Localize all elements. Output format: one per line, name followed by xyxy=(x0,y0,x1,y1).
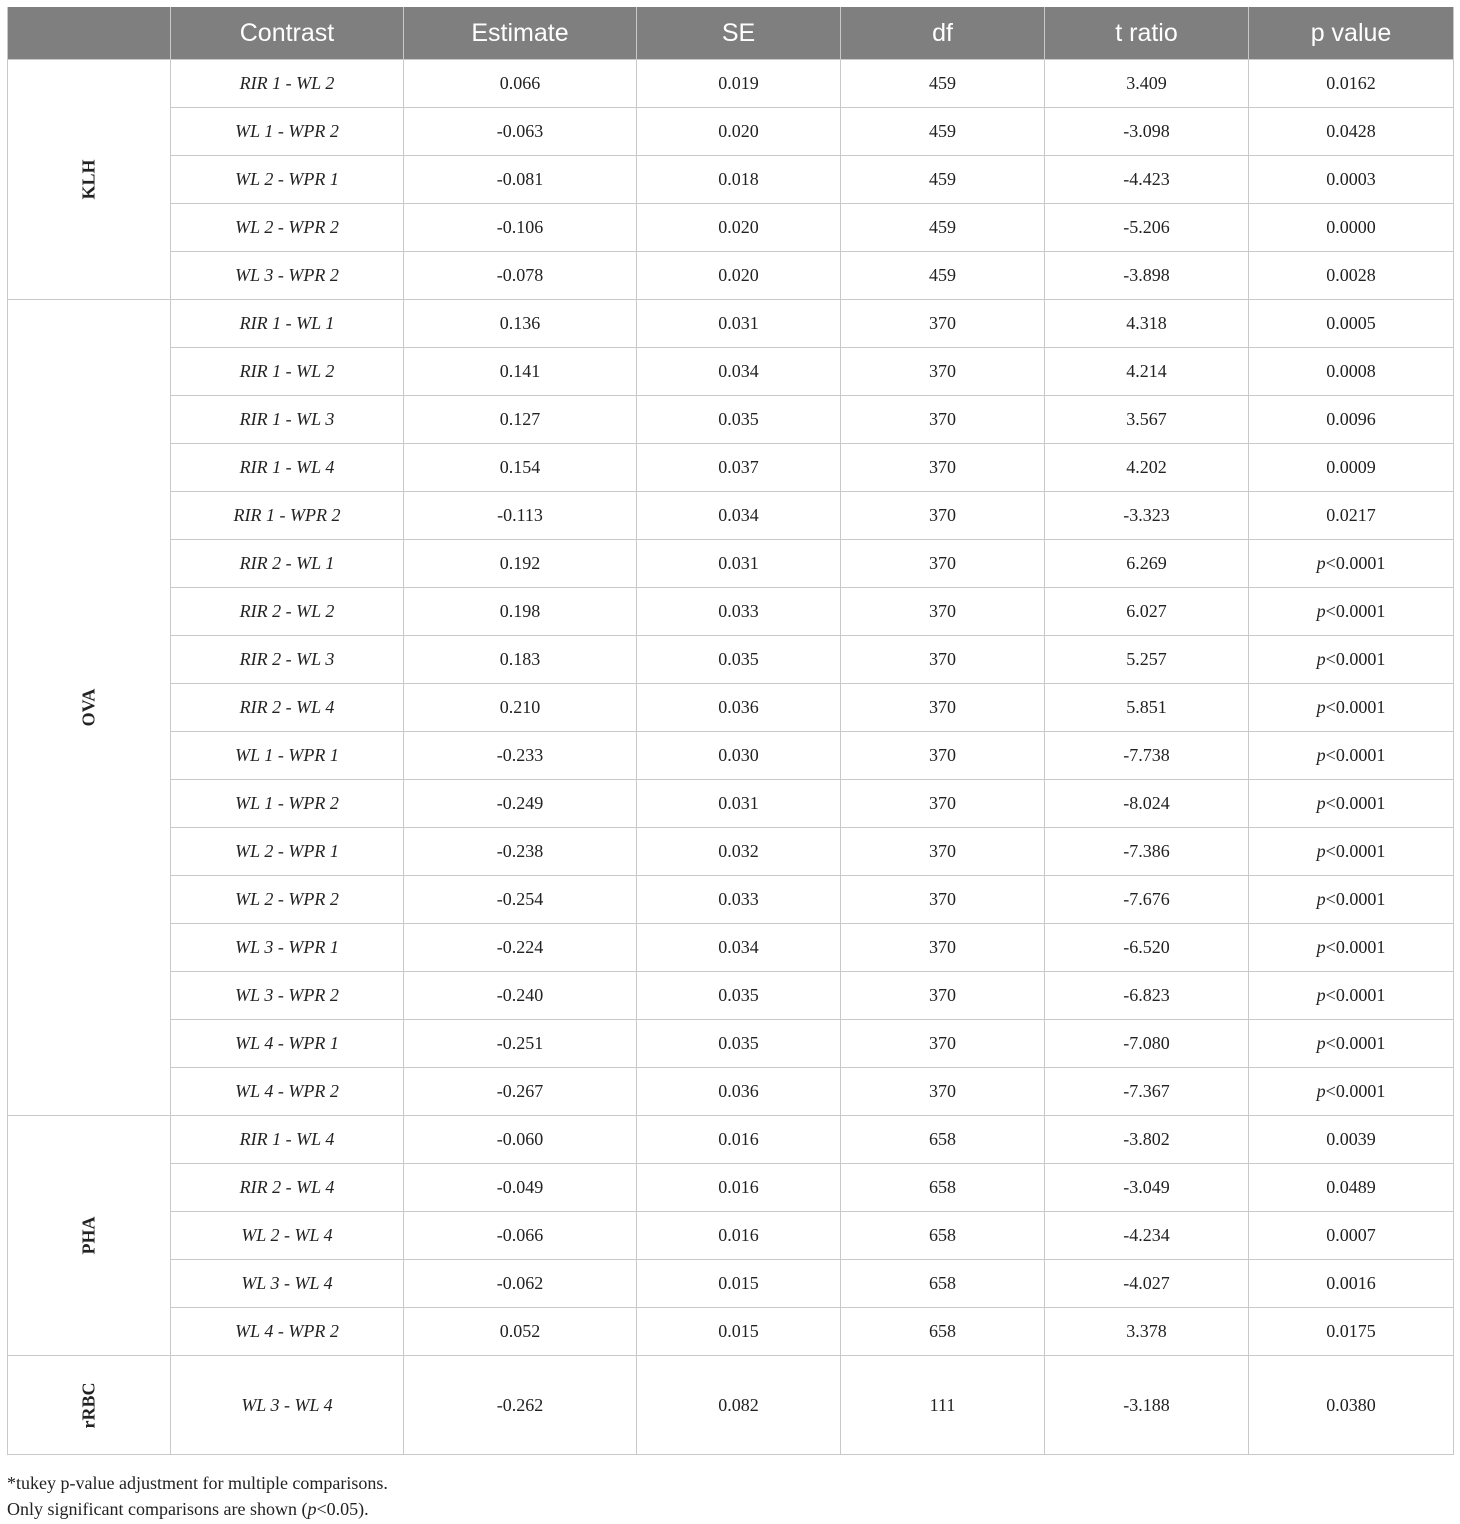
cell-contrast: WL 4 - WPR 2 xyxy=(171,1068,404,1116)
cell-se: 0.015 xyxy=(637,1260,841,1308)
p-value-text: 0.0039 xyxy=(1326,1129,1376,1149)
table-row xyxy=(8,396,1454,444)
cell-df: 658 xyxy=(841,1308,1045,1356)
cell-p-value xyxy=(1249,924,1454,972)
table-row xyxy=(8,876,1454,924)
cell-estimate: -0.224 xyxy=(404,924,637,972)
table-row xyxy=(8,972,1454,1020)
table-row xyxy=(8,252,1454,300)
cell-t-ratio: 4.318 xyxy=(1045,300,1249,348)
p-value-text: <0.0001 xyxy=(1325,745,1386,765)
cell-t-ratio: -7.676 xyxy=(1045,876,1249,924)
cell-estimate: 0.066 xyxy=(404,60,637,108)
p-symbol: p xyxy=(1316,889,1326,909)
p-symbol: p xyxy=(1316,1033,1326,1053)
cell-contrast: RIR 1 - WL 2 xyxy=(171,348,404,396)
p-symbol: p xyxy=(1316,553,1326,573)
cell-contrast: WL 2 - WPR 2 xyxy=(171,204,404,252)
cell-se: 0.036 xyxy=(637,1068,841,1116)
cell-estimate: -0.060 xyxy=(404,1116,637,1164)
p-value-text: 0.0005 xyxy=(1326,313,1376,333)
header-t-ratio: t ratio xyxy=(1045,7,1249,60)
cell-t-ratio: -7.738 xyxy=(1045,732,1249,780)
table-row xyxy=(8,60,1454,108)
group-label-text: rRBC xyxy=(78,1382,99,1428)
cell-se: 0.031 xyxy=(637,300,841,348)
p-value-text: <0.0001 xyxy=(1325,1081,1386,1101)
p-value-text: 0.0380 xyxy=(1326,1394,1376,1415)
group-label-text: PHA xyxy=(78,1216,99,1255)
cell-t-ratio: 4.202 xyxy=(1045,444,1249,492)
cell-contrast: WL 1 - WPR 2 xyxy=(171,780,404,828)
cell-p-value xyxy=(1249,444,1454,492)
p-value-text: 0.0007 xyxy=(1326,1225,1376,1245)
cell-df: 658 xyxy=(841,1212,1045,1260)
p-symbol: p xyxy=(1316,937,1326,957)
cell-df: 370 xyxy=(841,1068,1045,1116)
cell-df: 370 xyxy=(841,1020,1045,1068)
cell-se: 0.016 xyxy=(637,1212,841,1260)
table-row xyxy=(8,1068,1454,1116)
cell-df: 459 xyxy=(841,204,1045,252)
cell-estimate: -0.078 xyxy=(404,252,637,300)
cell-df: 370 xyxy=(841,300,1045,348)
cell-se: 0.035 xyxy=(637,1020,841,1068)
table-row xyxy=(8,1212,1454,1260)
cell-t-ratio: -6.520 xyxy=(1045,924,1249,972)
cell-p-value xyxy=(1249,972,1454,1020)
cell-t-ratio: -7.367 xyxy=(1045,1068,1249,1116)
footnote-tukey: *tukey p-value adjustment for multiple comparisons. xyxy=(7,1473,388,1493)
p-value-text: <0.0001 xyxy=(1325,889,1386,909)
cell-contrast: RIR 1 - WL 4 xyxy=(171,444,404,492)
table-row xyxy=(8,540,1454,588)
cell-contrast: WL 4 - WPR 1 xyxy=(171,1020,404,1068)
cell-df: 658 xyxy=(841,1260,1045,1308)
cell-p-value xyxy=(1249,1068,1454,1116)
table-row xyxy=(8,348,1454,396)
cell-contrast: RIR 2 - WL 4 xyxy=(171,1164,404,1212)
cell-df: 459 xyxy=(841,252,1045,300)
cell-estimate: 0.198 xyxy=(404,588,637,636)
cell-p-value xyxy=(1249,492,1454,540)
cell-se: 0.031 xyxy=(637,780,841,828)
cell-t-ratio: -5.206 xyxy=(1045,204,1249,252)
p-symbol: p xyxy=(1316,793,1326,813)
p-symbol: p xyxy=(1316,745,1326,765)
table-row xyxy=(8,1260,1454,1308)
p-value-text: 0.0003 xyxy=(1326,169,1376,189)
cell-se: 0.033 xyxy=(637,876,841,924)
cell-df: 658 xyxy=(841,1164,1045,1212)
cell-estimate: 0.183 xyxy=(404,636,637,684)
cell-p-value xyxy=(1249,876,1454,924)
cell-estimate: -0.062 xyxy=(404,1260,637,1308)
p-value-text: 0.0489 xyxy=(1326,1177,1376,1197)
cell-estimate: -0.049 xyxy=(404,1164,637,1212)
cell-p-value xyxy=(1249,1212,1454,1260)
cell-estimate: -0.081 xyxy=(404,156,637,204)
table-row xyxy=(8,1356,1454,1455)
cell-t-ratio: 5.851 xyxy=(1045,684,1249,732)
table-row xyxy=(8,780,1454,828)
p-value-text: 0.0009 xyxy=(1326,457,1376,477)
p-value-text: 0.0217 xyxy=(1326,505,1376,525)
cell-estimate: -0.262 xyxy=(404,1356,637,1455)
header-p-value: p value xyxy=(1249,7,1454,60)
cell-df: 370 xyxy=(841,492,1045,540)
table-row xyxy=(8,156,1454,204)
cell-contrast: RIR 1 - WPR 2 xyxy=(171,492,404,540)
table-row xyxy=(8,444,1454,492)
p-value-text: <0.0001 xyxy=(1325,937,1386,957)
cell-t-ratio: -3.323 xyxy=(1045,492,1249,540)
cell-df: 459 xyxy=(841,60,1045,108)
cell-estimate: -0.254 xyxy=(404,876,637,924)
cell-se: 0.034 xyxy=(637,348,841,396)
cell-contrast: WL 3 - WL 4 xyxy=(171,1260,404,1308)
cell-p-value xyxy=(1249,780,1454,828)
cell-t-ratio: -8.024 xyxy=(1045,780,1249,828)
cell-contrast: WL 3 - WPR 2 xyxy=(171,252,404,300)
p-symbol: p xyxy=(1316,697,1326,717)
p-symbol: p xyxy=(1316,601,1326,621)
table-row xyxy=(8,684,1454,732)
cell-p-value xyxy=(1249,1356,1454,1455)
cell-p-value xyxy=(1249,732,1454,780)
cell-contrast: WL 3 - WPR 1 xyxy=(171,924,404,972)
cell-contrast: WL 3 - WL 4 xyxy=(171,1356,404,1455)
cell-se: 0.030 xyxy=(637,732,841,780)
header-row xyxy=(8,7,1454,60)
cell-t-ratio: -3.898 xyxy=(1045,252,1249,300)
cell-t-ratio: -7.080 xyxy=(1045,1020,1249,1068)
table-row xyxy=(8,108,1454,156)
cell-df: 370 xyxy=(841,348,1045,396)
cell-df: 370 xyxy=(841,732,1045,780)
p-value-text: 0.0008 xyxy=(1326,361,1376,381)
cell-se: 0.034 xyxy=(637,924,841,972)
cell-estimate: 0.210 xyxy=(404,684,637,732)
cell-t-ratio: -6.823 xyxy=(1045,972,1249,1020)
p-value-text: 0.0175 xyxy=(1326,1321,1376,1341)
p-value-text: 0.0000 xyxy=(1326,217,1376,237)
cell-contrast: RIR 2 - WL 3 xyxy=(171,636,404,684)
cell-t-ratio: -3.802 xyxy=(1045,1116,1249,1164)
cell-contrast: WL 1 - WPR 2 xyxy=(171,108,404,156)
cell-df: 370 xyxy=(841,444,1045,492)
group-label xyxy=(8,1116,171,1356)
cell-p-value xyxy=(1249,828,1454,876)
p-symbol: p xyxy=(1316,1081,1326,1101)
header-df: df xyxy=(841,7,1045,60)
cell-p-value xyxy=(1249,1308,1454,1356)
cell-se: 0.016 xyxy=(637,1164,841,1212)
cell-df: 111 xyxy=(841,1356,1045,1455)
group-label-text: OVA xyxy=(78,688,99,727)
p-value-text: <0.0001 xyxy=(1325,553,1386,573)
cell-p-value xyxy=(1249,540,1454,588)
cell-estimate: -0.251 xyxy=(404,1020,637,1068)
cell-estimate: 0.052 xyxy=(404,1308,637,1356)
p-value-text: 0.0016 xyxy=(1326,1273,1376,1293)
cell-se: 0.035 xyxy=(637,972,841,1020)
cell-contrast: WL 2 - WPR 1 xyxy=(171,828,404,876)
cell-df: 459 xyxy=(841,108,1045,156)
p-value-text: 0.0028 xyxy=(1326,265,1376,285)
cell-se: 0.034 xyxy=(637,492,841,540)
cell-se: 0.016 xyxy=(637,1116,841,1164)
cell-df: 370 xyxy=(841,876,1045,924)
cell-t-ratio: -4.027 xyxy=(1045,1260,1249,1308)
cell-p-value xyxy=(1249,348,1454,396)
contrast-table xyxy=(7,7,1454,1455)
cell-p-value xyxy=(1249,396,1454,444)
cell-estimate: -0.233 xyxy=(404,732,637,780)
group-label xyxy=(8,60,171,300)
cell-contrast: RIR 2 - WL 4 xyxy=(171,684,404,732)
cell-df: 370 xyxy=(841,636,1045,684)
cell-contrast: RIR 1 - WL 1 xyxy=(171,300,404,348)
cell-contrast: RIR 2 - WL 2 xyxy=(171,588,404,636)
p-value-text: <0.0001 xyxy=(1325,1033,1386,1053)
cell-df: 370 xyxy=(841,972,1045,1020)
cell-t-ratio: -3.098 xyxy=(1045,108,1249,156)
cell-se: 0.020 xyxy=(637,252,841,300)
p-value-text: <0.0001 xyxy=(1325,793,1386,813)
cell-t-ratio: 6.269 xyxy=(1045,540,1249,588)
cell-t-ratio: 6.027 xyxy=(1045,588,1249,636)
cell-t-ratio: 5.257 xyxy=(1045,636,1249,684)
table-row xyxy=(8,492,1454,540)
p-value-text: <0.0001 xyxy=(1325,697,1386,717)
cell-df: 370 xyxy=(841,924,1045,972)
cell-estimate: 0.136 xyxy=(404,300,637,348)
group-label xyxy=(8,300,171,1116)
cell-contrast: RIR 1 - WL 2 xyxy=(171,60,404,108)
p-value-text: <0.0001 xyxy=(1325,601,1386,621)
p-symbol: p xyxy=(1316,649,1326,669)
cell-se: 0.015 xyxy=(637,1308,841,1356)
cell-estimate: 0.141 xyxy=(404,348,637,396)
cell-se: 0.020 xyxy=(637,108,841,156)
table-row xyxy=(8,204,1454,252)
table-row xyxy=(8,732,1454,780)
cell-p-value xyxy=(1249,60,1454,108)
cell-estimate: -0.113 xyxy=(404,492,637,540)
p-value-text: <0.0001 xyxy=(1325,841,1386,861)
cell-se: 0.020 xyxy=(637,204,841,252)
p-value-text: 0.0096 xyxy=(1326,409,1376,429)
cell-contrast: RIR 2 - WL 1 xyxy=(171,540,404,588)
header-contrast: Contrast xyxy=(171,7,404,60)
p-symbol: p xyxy=(1316,985,1326,1005)
cell-estimate: -0.063 xyxy=(404,108,637,156)
cell-se: 0.033 xyxy=(637,588,841,636)
table-row xyxy=(8,1116,1454,1164)
cell-p-value xyxy=(1249,1260,1454,1308)
cell-se: 0.035 xyxy=(637,636,841,684)
cell-p-value xyxy=(1249,252,1454,300)
cell-estimate: -0.238 xyxy=(404,828,637,876)
table-row xyxy=(8,828,1454,876)
cell-p-value xyxy=(1249,1116,1454,1164)
cell-t-ratio: -3.049 xyxy=(1045,1164,1249,1212)
cell-se: 0.035 xyxy=(637,396,841,444)
cell-estimate: -0.267 xyxy=(404,1068,637,1116)
cell-p-value xyxy=(1249,636,1454,684)
cell-contrast: RIR 1 - WL 3 xyxy=(171,396,404,444)
cell-p-value xyxy=(1249,204,1454,252)
cell-se: 0.032 xyxy=(637,828,841,876)
cell-t-ratio: 4.214 xyxy=(1045,348,1249,396)
cell-t-ratio: 3.567 xyxy=(1045,396,1249,444)
cell-se: 0.082 xyxy=(637,1356,841,1455)
cell-t-ratio: 3.378 xyxy=(1045,1308,1249,1356)
p-value-text: 0.0162 xyxy=(1326,73,1376,93)
p-value-text: 0.0428 xyxy=(1326,121,1376,141)
cell-p-value xyxy=(1249,684,1454,732)
table-row xyxy=(8,636,1454,684)
cell-df: 370 xyxy=(841,396,1045,444)
header-se: SE xyxy=(637,7,841,60)
header-estimate: Estimate xyxy=(404,7,637,60)
p-value-text: <0.0001 xyxy=(1325,985,1386,1005)
table-row xyxy=(8,588,1454,636)
cell-df: 370 xyxy=(841,540,1045,588)
cell-contrast: RIR 1 - WL 4 xyxy=(171,1116,404,1164)
cell-p-value xyxy=(1249,108,1454,156)
cell-t-ratio: -4.234 xyxy=(1045,1212,1249,1260)
header-group xyxy=(8,7,171,60)
table-row xyxy=(8,924,1454,972)
cell-contrast: WL 2 - WL 4 xyxy=(171,1212,404,1260)
cell-se: 0.018 xyxy=(637,156,841,204)
cell-estimate: -0.106 xyxy=(404,204,637,252)
cell-t-ratio: -4.423 xyxy=(1045,156,1249,204)
cell-p-value xyxy=(1249,588,1454,636)
cell-estimate: 0.154 xyxy=(404,444,637,492)
group-label xyxy=(8,1356,171,1455)
table-body xyxy=(8,60,1454,1455)
cell-estimate: 0.127 xyxy=(404,396,637,444)
cell-df: 459 xyxy=(841,156,1045,204)
cell-estimate: -0.066 xyxy=(404,1212,637,1260)
table-row xyxy=(8,1308,1454,1356)
cell-contrast: WL 1 - WPR 1 xyxy=(171,732,404,780)
cell-t-ratio: -3.188 xyxy=(1045,1356,1249,1455)
p-value-text: <0.0001 xyxy=(1325,649,1386,669)
cell-p-value xyxy=(1249,1164,1454,1212)
cell-estimate: -0.249 xyxy=(404,780,637,828)
cell-contrast: WL 4 - WPR 2 xyxy=(171,1308,404,1356)
cell-contrast: WL 3 - WPR 2 xyxy=(171,972,404,1020)
cell-df: 658 xyxy=(841,1116,1045,1164)
table-row xyxy=(8,1164,1454,1212)
cell-estimate: -0.240 xyxy=(404,972,637,1020)
cell-contrast: WL 2 - WPR 1 xyxy=(171,156,404,204)
footnotes xyxy=(7,1470,388,1522)
table-row xyxy=(8,300,1454,348)
p-symbol: p xyxy=(1316,841,1326,861)
table-row xyxy=(8,1020,1454,1068)
cell-se: 0.019 xyxy=(637,60,841,108)
cell-df: 370 xyxy=(841,684,1045,732)
cell-estimate: 0.192 xyxy=(404,540,637,588)
cell-t-ratio: 3.409 xyxy=(1045,60,1249,108)
cell-contrast: WL 2 - WPR 2 xyxy=(171,876,404,924)
cell-se: 0.037 xyxy=(637,444,841,492)
cell-df: 370 xyxy=(841,588,1045,636)
cell-p-value xyxy=(1249,1020,1454,1068)
footnote-significance: Only significant comparisons are shown (p<0.05). xyxy=(7,1499,369,1519)
group-label-text: KLH xyxy=(78,159,99,200)
cell-se: 0.036 xyxy=(637,684,841,732)
cell-p-value xyxy=(1249,300,1454,348)
cell-p-value xyxy=(1249,156,1454,204)
cell-df: 370 xyxy=(841,780,1045,828)
cell-df: 370 xyxy=(841,828,1045,876)
cell-t-ratio: -7.386 xyxy=(1045,828,1249,876)
cell-se: 0.031 xyxy=(637,540,841,588)
